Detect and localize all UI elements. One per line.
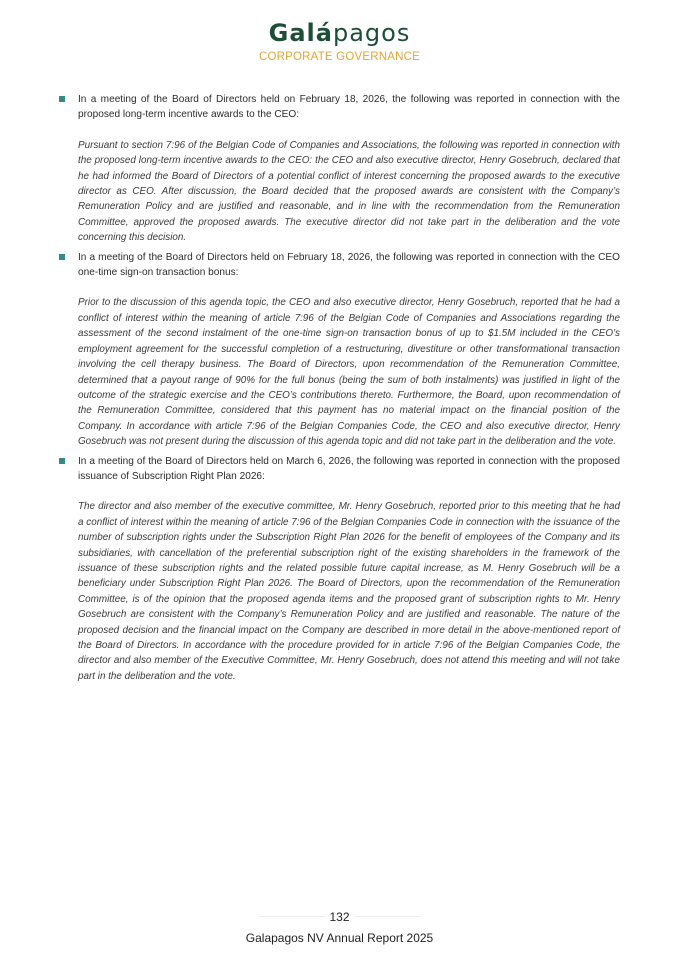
section-title: CORPORATE GOVERNANCE: [259, 51, 420, 63]
galapagos-logo: [0, 18, 679, 48]
item-intro: In a meeting of the Board of Directors held on February 18, 2026, the following was reported in connection with the proposed long-term incentive awards to the CEO:: [78, 94, 620, 121]
item-quote: The director and also member of the executive committee, Mr. Henry Gosebruch, reported prior to this meeting that he had a conflict of interest within the meaning of article 7:96 of the Belgian Companies Code in connection with the issuance of the number of subscription rights under the Subscription Right Plan 2026 for the benefit of employees of the Company and its subsidiaries, with cancellation of the preferential subscription right of the existing shareholders in the framework of the issuance of these subscription rights and the related possible future capital increase, as M. Henry Gosebruch will be a beneficiary under Subscription Right Plan 2026. The Board of Directors, upon the recommendation of the Remuneration Committee, is of the opinion that the proposed agenda items and the proposed grant of subscription rights to Mr. Henry Gosebruch are consistent with the Company’s Remuneration Policy and are justified and reasonable. The nature of the proposed decision and the financial impact on the Company are described in more detail in the above-mentioned report of the Board of Directors. In accordance with the procedure provided for in article 7:96 of the Belgian Companies Code, the director and also member of the Executive Committee, Mr. Henry Gosebruch, does not attend this meeting and will not take part in the deliberation and the vote.: [78, 501, 620, 682]
list-item: [58, 250, 620, 450]
square-bullet-icon: [59, 458, 65, 464]
list-item: [58, 454, 620, 685]
item-quote: Prior to the discussion of this agenda topic, the CEO and also executive director, Henry Gosebruch, reported that he had a conflict of interest within the meaning of article 7:96 of the Belgian Code of Companies and Associations regarding the assessment of the second instalment of the one-time sign-on transaction bonus of up to $1.5M included in the CEO’s employment agreement for the successful completion of a restructuring, divestiture or other transformational transaction involving the cell therapy business. The Board of Directors, upon recommendation of the Remuneration Committee, determined that a payout range of 90% for the full bonus (being the sum of both instalments) was justified in light of the outcome of the strategic exercise and the CEO’s contributions thereto. Furthermore, the Board, upon recommendation of the Remuneration Committee, considered that this payment has no material impact on the financial position of the Company. In accordance with article 7:96 of the Belgian Companies Code, the CEO and also executive director, Henry Gosebruch was not present during the discussion of this agenda topic and did not take part in the deliberation and the vote.: [78, 297, 620, 448]
square-bullet-icon: [59, 254, 65, 260]
item-intro: In a meeting of the Board of Directors held on February 18, 2026, the following was reported in connection with the CEO one-time sign-on transaction bonus:: [78, 251, 620, 279]
item-quote: Pursuant to section 7:96 of the Belgian Code of Companies and Associations, the following was reported in connection with the proposed long-term incentive awards to the CEO: the CEO and also executive director, Henry Gosebruch, declared that he had informed the Board of Directors of a potential conflict of interest concerning the proposed awards to the executive director as CEO. After discussion, the Board decided that the proposed awards are consistent with the Company’s Remuneration Policy and are justified and reasonable, and in line with the recommendation from the Remuneration Committee, approved the proposed awards. The executive director did not take part in the deliberation and the vote concerning this decision.: [78, 139, 620, 244]
page-footer: [0, 908, 679, 946]
logo-light-text: pagos: [332, 19, 411, 47]
square-bullet-icon: [59, 96, 65, 102]
item-intro: In a meeting of the Board of Directors held on March 6, 2026, the following was reported in connection with the proposed issuance of Subscription Right Plan 2026:: [78, 455, 620, 482]
page-header: [0, 18, 679, 64]
conflict-of-interest-list: [58, 92, 620, 688]
logo-bold-text: Galá: [268, 19, 333, 47]
page-number: 132: [325, 909, 353, 925]
list-item: [58, 92, 620, 246]
report-title: Galapagos NV Annual Report 2025: [245, 931, 434, 945]
